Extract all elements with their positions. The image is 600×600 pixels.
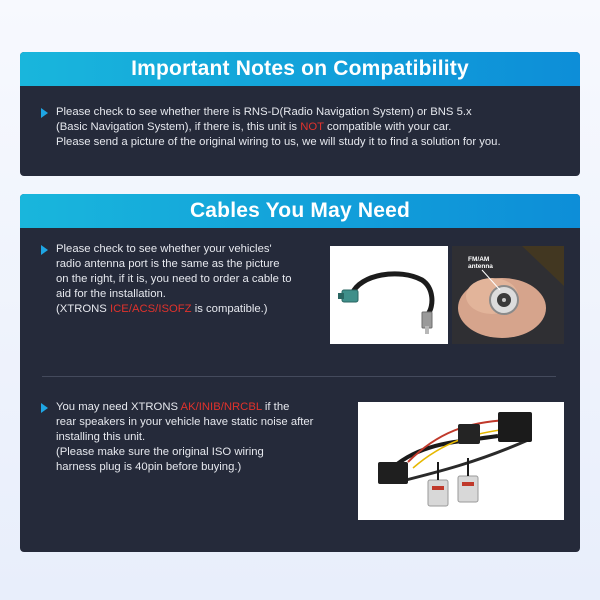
wiring-harness-illustration	[358, 402, 564, 520]
harness-line-3: installing this unit.	[56, 431, 146, 443]
harness-line-2: rear speakers in your vehicle have static noise after	[56, 416, 314, 428]
bullet-arrow-icon	[41, 108, 48, 118]
antenna-cable-illustration	[330, 246, 448, 344]
section-divider	[42, 376, 556, 377]
compatibility-line-2	[56, 120, 501, 135]
compatibility-line-1: Please check to see whether there is RNS-D(Radio Navigation System) or BNS 5.x	[56, 106, 472, 118]
antenna-line-5-start: (XTRONS	[56, 303, 110, 315]
compatibility-line-3: Please send a picture of the original wiring to us, we will study it to find a solution for you.	[56, 136, 501, 148]
antenna-cable-photo	[330, 246, 448, 344]
compatible-cables-emphasis: ICE/ACS/ISOFZ	[109, 303, 192, 315]
compatibility-text	[56, 105, 501, 150]
fm-am-label-line-2: antenna	[468, 263, 493, 270]
antenna-line-5	[56, 302, 292, 317]
antenna-line-4: aid for the installation.	[56, 288, 166, 300]
fm-am-antenna-photo	[452, 246, 564, 344]
bullet-arrow-icon	[41, 403, 48, 413]
harness-line-5: harness plug is 40pin before buying.)	[56, 461, 242, 473]
antenna-line-3: on the right, if it is, you need to order a cable to	[56, 273, 292, 285]
harness-line-1-start: You may need XTRONS	[56, 401, 181, 413]
antenna-line-5-end: is compatible.)	[191, 303, 268, 315]
compatibility-title: Important Notes on Compatibility	[20, 52, 580, 86]
antenna-text	[56, 242, 292, 317]
wiring-harness-photo	[358, 402, 564, 520]
not-compatible-emphasis: NOT	[300, 121, 324, 133]
compatibility-card	[20, 52, 580, 176]
cables-title: Cables You May Need	[20, 194, 580, 228]
antenna-line-2: radio antenna port is the same as the picture	[56, 258, 280, 270]
fm-am-antenna-label	[468, 256, 493, 270]
compatibility-line-2-start: (Basic Navigation System), if there is, this unit is	[56, 121, 301, 133]
harness-line-4: (Please make sure the original ISO wiring	[56, 446, 264, 458]
bullet-arrow-icon	[41, 245, 48, 255]
harness-cables-emphasis: AK/INIB/NRCBL	[180, 401, 262, 413]
fm-am-label-line-1: FM/AM	[468, 256, 490, 263]
harness-line-1	[56, 400, 313, 415]
antenna-line-1: Please check to see whether your vehicles'	[56, 243, 272, 255]
compatibility-line-2-end: compatible with your car.	[323, 121, 452, 133]
harness-text	[56, 400, 313, 475]
cables-card	[20, 194, 580, 552]
harness-line-1-end: if the	[261, 401, 290, 413]
